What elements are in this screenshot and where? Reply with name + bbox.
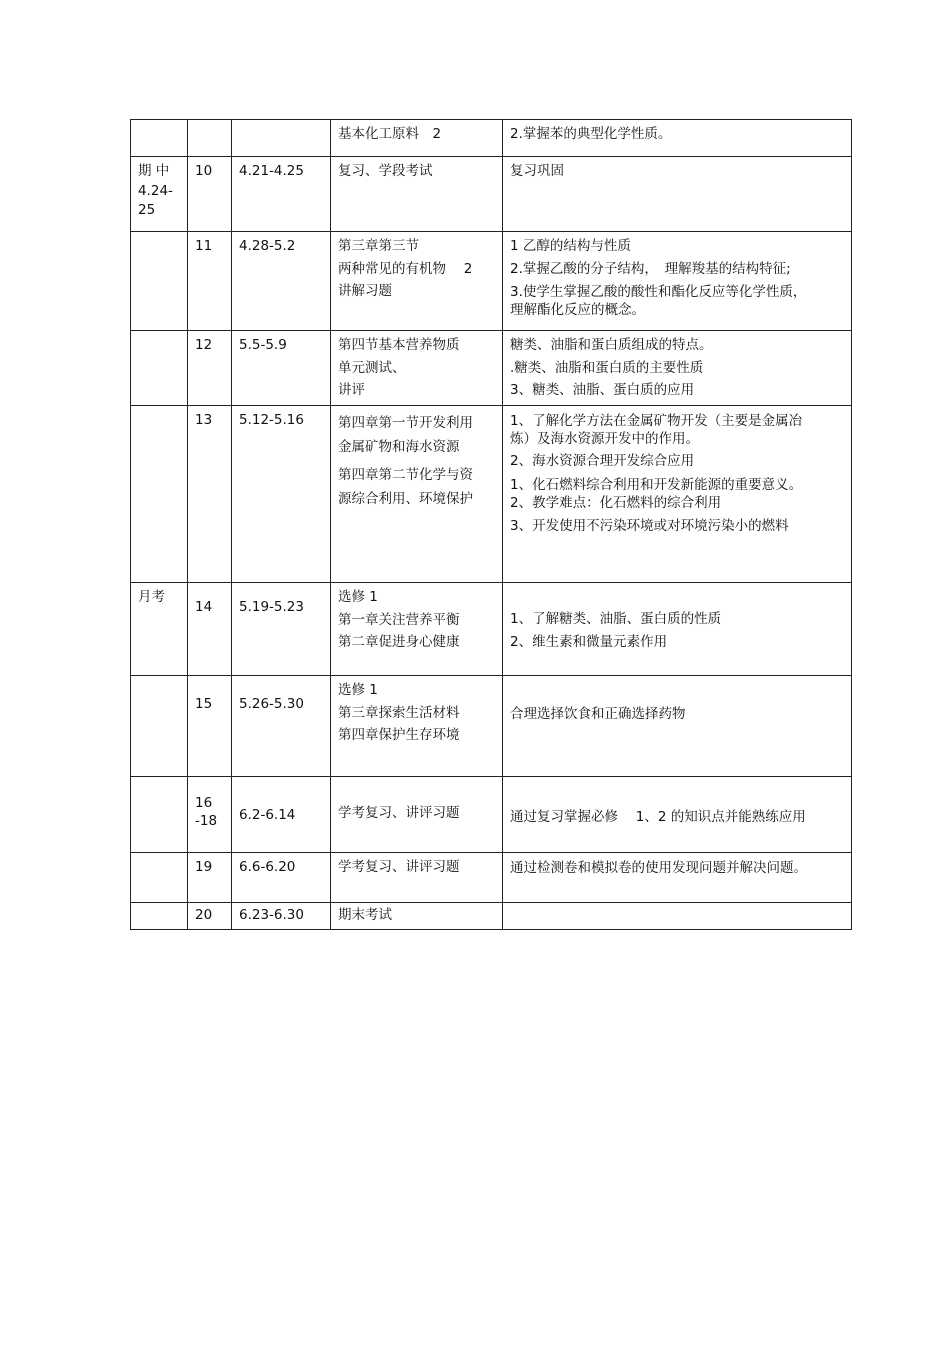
period-cell xyxy=(131,676,188,777)
date-range: 5.5-5.9 xyxy=(239,337,287,353)
content-line: 第四章第二节化学与资源综合利用、环境保护 xyxy=(338,467,473,507)
goals-cell xyxy=(503,406,852,583)
table-row xyxy=(131,777,852,853)
week-cell xyxy=(188,583,232,676)
content-line: 第四章保护生存环境 xyxy=(338,727,460,744)
content-cell xyxy=(331,406,503,583)
table-row xyxy=(131,903,852,930)
goals-cell xyxy=(503,903,852,930)
goals-cell xyxy=(503,583,852,676)
week-number: 13 xyxy=(195,412,213,428)
dates-cell xyxy=(232,232,331,331)
week-cell xyxy=(188,777,232,853)
content-cell xyxy=(331,777,503,853)
table-row xyxy=(131,406,852,583)
date-range: 6.2-6.14 xyxy=(239,807,296,823)
period-cell xyxy=(131,583,188,676)
goal-line: 合理选择饮食和正确选择药物 xyxy=(510,706,686,722)
goal-line: 通过复习掌握必修 1、2 的知识点并能熟练应用 xyxy=(510,809,806,825)
period-line: 25 xyxy=(138,202,156,219)
content-line: 选修 1 xyxy=(338,589,378,605)
content-line: 期末考试 xyxy=(338,907,392,923)
week-cell xyxy=(188,120,232,157)
goal-line: 3.使学生掌握乙酸的酸性和酯化反应等化学性质，理解酯化反应的概念。 xyxy=(510,284,807,319)
content-line: 第四章第一节开发利用金属矿物和海水资源 xyxy=(338,415,473,455)
goal-line: 2.掌握乙酸的分子结构， 理解羧基的结构特征; xyxy=(510,260,791,277)
week-number: 16 -18 xyxy=(195,795,218,829)
period-cell xyxy=(131,120,188,157)
period-cell xyxy=(131,853,188,903)
period-line: 月考 xyxy=(138,589,165,605)
table-row xyxy=(131,157,852,232)
week-number: 14 xyxy=(195,599,213,615)
date-range: 6.6-6.20 xyxy=(239,859,296,875)
date-range: 5.12-5.16 xyxy=(239,412,304,428)
goal-line: 1、了解糖类、油脂、蛋白质的性质 xyxy=(510,611,722,627)
date-range: 4.28-5.2 xyxy=(239,238,296,254)
table-row xyxy=(131,853,852,903)
week-number: 12 xyxy=(195,337,213,353)
period-line: 期 中 xyxy=(138,163,170,179)
table-row xyxy=(131,676,852,777)
goal-line: .糖类、油脂和蛋白质的主要性质 xyxy=(510,359,704,376)
week-number: 11 xyxy=(195,238,213,254)
content-line: 复习、学段考试 xyxy=(338,163,433,179)
week-cell xyxy=(188,903,232,930)
goals-cell xyxy=(503,120,852,157)
period-cell xyxy=(131,232,188,331)
dates-cell xyxy=(232,406,331,583)
goal-line: 1、了解化学方法在金属矿物开发（主要是金属冶炼）及海水资源开发中的作用。 xyxy=(510,413,803,448)
goal-line: 1、化石燃料综合利用和开发新能源的重要意义。 2、教学难点：化石燃料的综合利用 xyxy=(510,476,803,512)
goals-cell xyxy=(503,232,852,331)
week-cell xyxy=(188,157,232,232)
period-cell xyxy=(131,157,188,232)
goals-cell xyxy=(503,853,852,903)
goals-cell xyxy=(503,777,852,853)
goal-line: 糖类、油脂和蛋白质组成的特点。 xyxy=(510,337,713,353)
goals-cell xyxy=(503,157,852,232)
dates-cell xyxy=(232,777,331,853)
content-line: 选修 1 xyxy=(338,682,378,698)
period-cell xyxy=(131,777,188,853)
goal-line: 通过检测卷和模拟卷的使用发现问题并解决问题。 xyxy=(510,860,807,876)
teaching-schedule-table xyxy=(130,119,852,930)
week-cell xyxy=(188,853,232,903)
period-cell xyxy=(131,406,188,583)
week-number: 19 xyxy=(195,859,213,875)
week-cell xyxy=(188,676,232,777)
goal-line: 1 乙醇的结构与性质 xyxy=(510,238,631,254)
date-range: 6.23-6.30 xyxy=(239,907,304,923)
content-line: 讲评 xyxy=(338,382,365,399)
week-cell xyxy=(188,331,232,406)
content-line: 两种常见的有机物 2 xyxy=(338,260,473,277)
goal-line: 2.掌握苯的典型化学性质。 xyxy=(510,126,672,142)
date-range: 4.21-4.25 xyxy=(239,163,304,179)
week-number: 20 xyxy=(195,907,213,923)
content-cell xyxy=(331,676,503,777)
date-range: 5.19-5.23 xyxy=(239,599,304,615)
goal-line: 3、糖类、油脂、蛋白质的应用 xyxy=(510,382,695,399)
period-line: 4.24- xyxy=(138,182,173,199)
period-cell xyxy=(131,331,188,406)
content-cell xyxy=(331,232,503,331)
content-line: 单元测试、 xyxy=(338,359,406,376)
table-row xyxy=(131,583,852,676)
table-row xyxy=(131,331,852,406)
content-line: 讲解习题 xyxy=(338,283,392,300)
week-number: 15 xyxy=(195,696,213,712)
table-row xyxy=(131,232,852,331)
dates-cell xyxy=(232,853,331,903)
content-cell xyxy=(331,331,503,406)
period-cell xyxy=(131,903,188,930)
content-line: 第三章第三节 xyxy=(338,238,419,254)
week-number: 10 xyxy=(195,163,213,179)
goal-line: 3、开发使用不污染环境或对环境污染小的燃料 xyxy=(510,518,789,535)
content-cell xyxy=(331,157,503,232)
goal-line: 2、维生素和微量元素作用 xyxy=(510,633,668,650)
goals-cell xyxy=(503,676,852,777)
content-cell xyxy=(331,903,503,930)
content-line: 第二章促进身心健康 xyxy=(338,634,460,651)
goals-cell xyxy=(503,331,852,406)
content-cell xyxy=(331,583,503,676)
dates-cell xyxy=(232,120,331,157)
content-line: 学考复习、讲评习题 xyxy=(338,805,460,821)
content-line: 第四节基本营养物质 xyxy=(338,337,460,353)
goal-line: 复习巩固 xyxy=(510,163,564,179)
week-cell xyxy=(188,406,232,583)
dates-cell xyxy=(232,676,331,777)
dates-cell xyxy=(232,331,331,406)
table-row xyxy=(131,120,852,157)
content-cell xyxy=(331,853,503,903)
content-line: 第一章关注营养平衡 xyxy=(338,611,460,628)
date-range: 5.26-5.30 xyxy=(239,696,304,712)
content-line: 第三章探索生活材料 xyxy=(338,704,460,721)
content-line: 基本化工原料 2 xyxy=(338,126,442,142)
dates-cell xyxy=(232,903,331,930)
dates-cell xyxy=(232,583,331,676)
content-cell xyxy=(331,120,503,157)
content-line: 学考复习、讲评习题 xyxy=(338,859,460,875)
week-cell xyxy=(188,232,232,331)
goal-line: 2、海水资源合理开发综合应用 xyxy=(510,453,695,470)
dates-cell xyxy=(232,157,331,232)
